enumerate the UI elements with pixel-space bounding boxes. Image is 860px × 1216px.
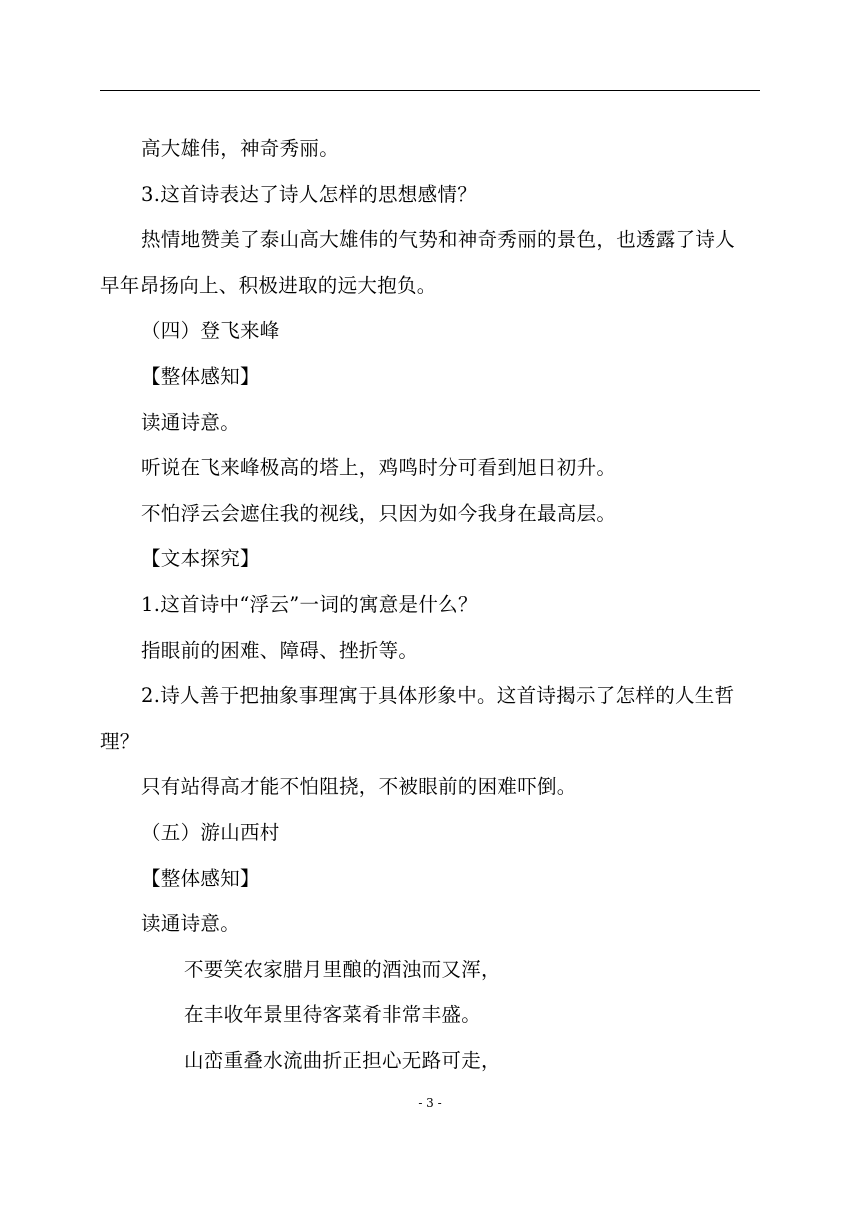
section-heading: （五）游山西村 [141, 820, 280, 844]
answer-line: 指眼前的困难、障碍、挫折等。 [141, 638, 419, 662]
poem-line: 在丰收年景里待客菜肴非常丰盛。 [184, 1003, 482, 1027]
subsection-heading: 【整体感知】 [141, 364, 260, 388]
text-line: 听说在飞来峰极高的塔上，鸡鸣时分可看到旭日初升。 [141, 456, 617, 480]
answer-line: 只有站得高才能不怕阻挠，不被眼前的困难吓倒。 [141, 775, 577, 799]
document-body [100, 126, 760, 1083]
section-heading: （四）登飞来峰 [141, 319, 280, 343]
subsection-heading: 【文本探究】 [141, 547, 260, 571]
text-line: 读通诗意。 [141, 410, 241, 434]
text-line: 高大雄伟，神奇秀丽。 [141, 137, 340, 160]
text-line: 3.这首诗表达了诗人怎样的思想感情？ [141, 182, 478, 206]
text-line: 早年昂扬向上、积极进取的远大抱负。 [100, 273, 437, 297]
subsection-heading: 【整体感知】 [141, 866, 260, 890]
poem-line: 山峦重叠水流曲折正担心无路可走， [184, 1048, 501, 1072]
question-line: 2.诗人善于把抽象事理寓于具体形象中。这首诗揭示了怎样的人生哲 [141, 684, 735, 708]
text-line: 不怕浮云会遮住我的视线，只因为如今我身在最高层。 [141, 501, 617, 525]
text-line: 热情地赞美了泰山高大雄伟的气势和神奇秀丽的景色，也透露了诗人 [141, 228, 736, 252]
question-line: 理？ [100, 729, 140, 753]
header-rule [100, 90, 760, 91]
question-line: 1.这首诗中“浮云”一词的寓意是什么？ [141, 592, 478, 616]
page-number: - 3 - [418, 1096, 442, 1110]
text-line: 读通诗意。 [141, 912, 241, 936]
poem-line: 不要笑农家腊月里酿的酒浊而又浑， [184, 957, 501, 981]
